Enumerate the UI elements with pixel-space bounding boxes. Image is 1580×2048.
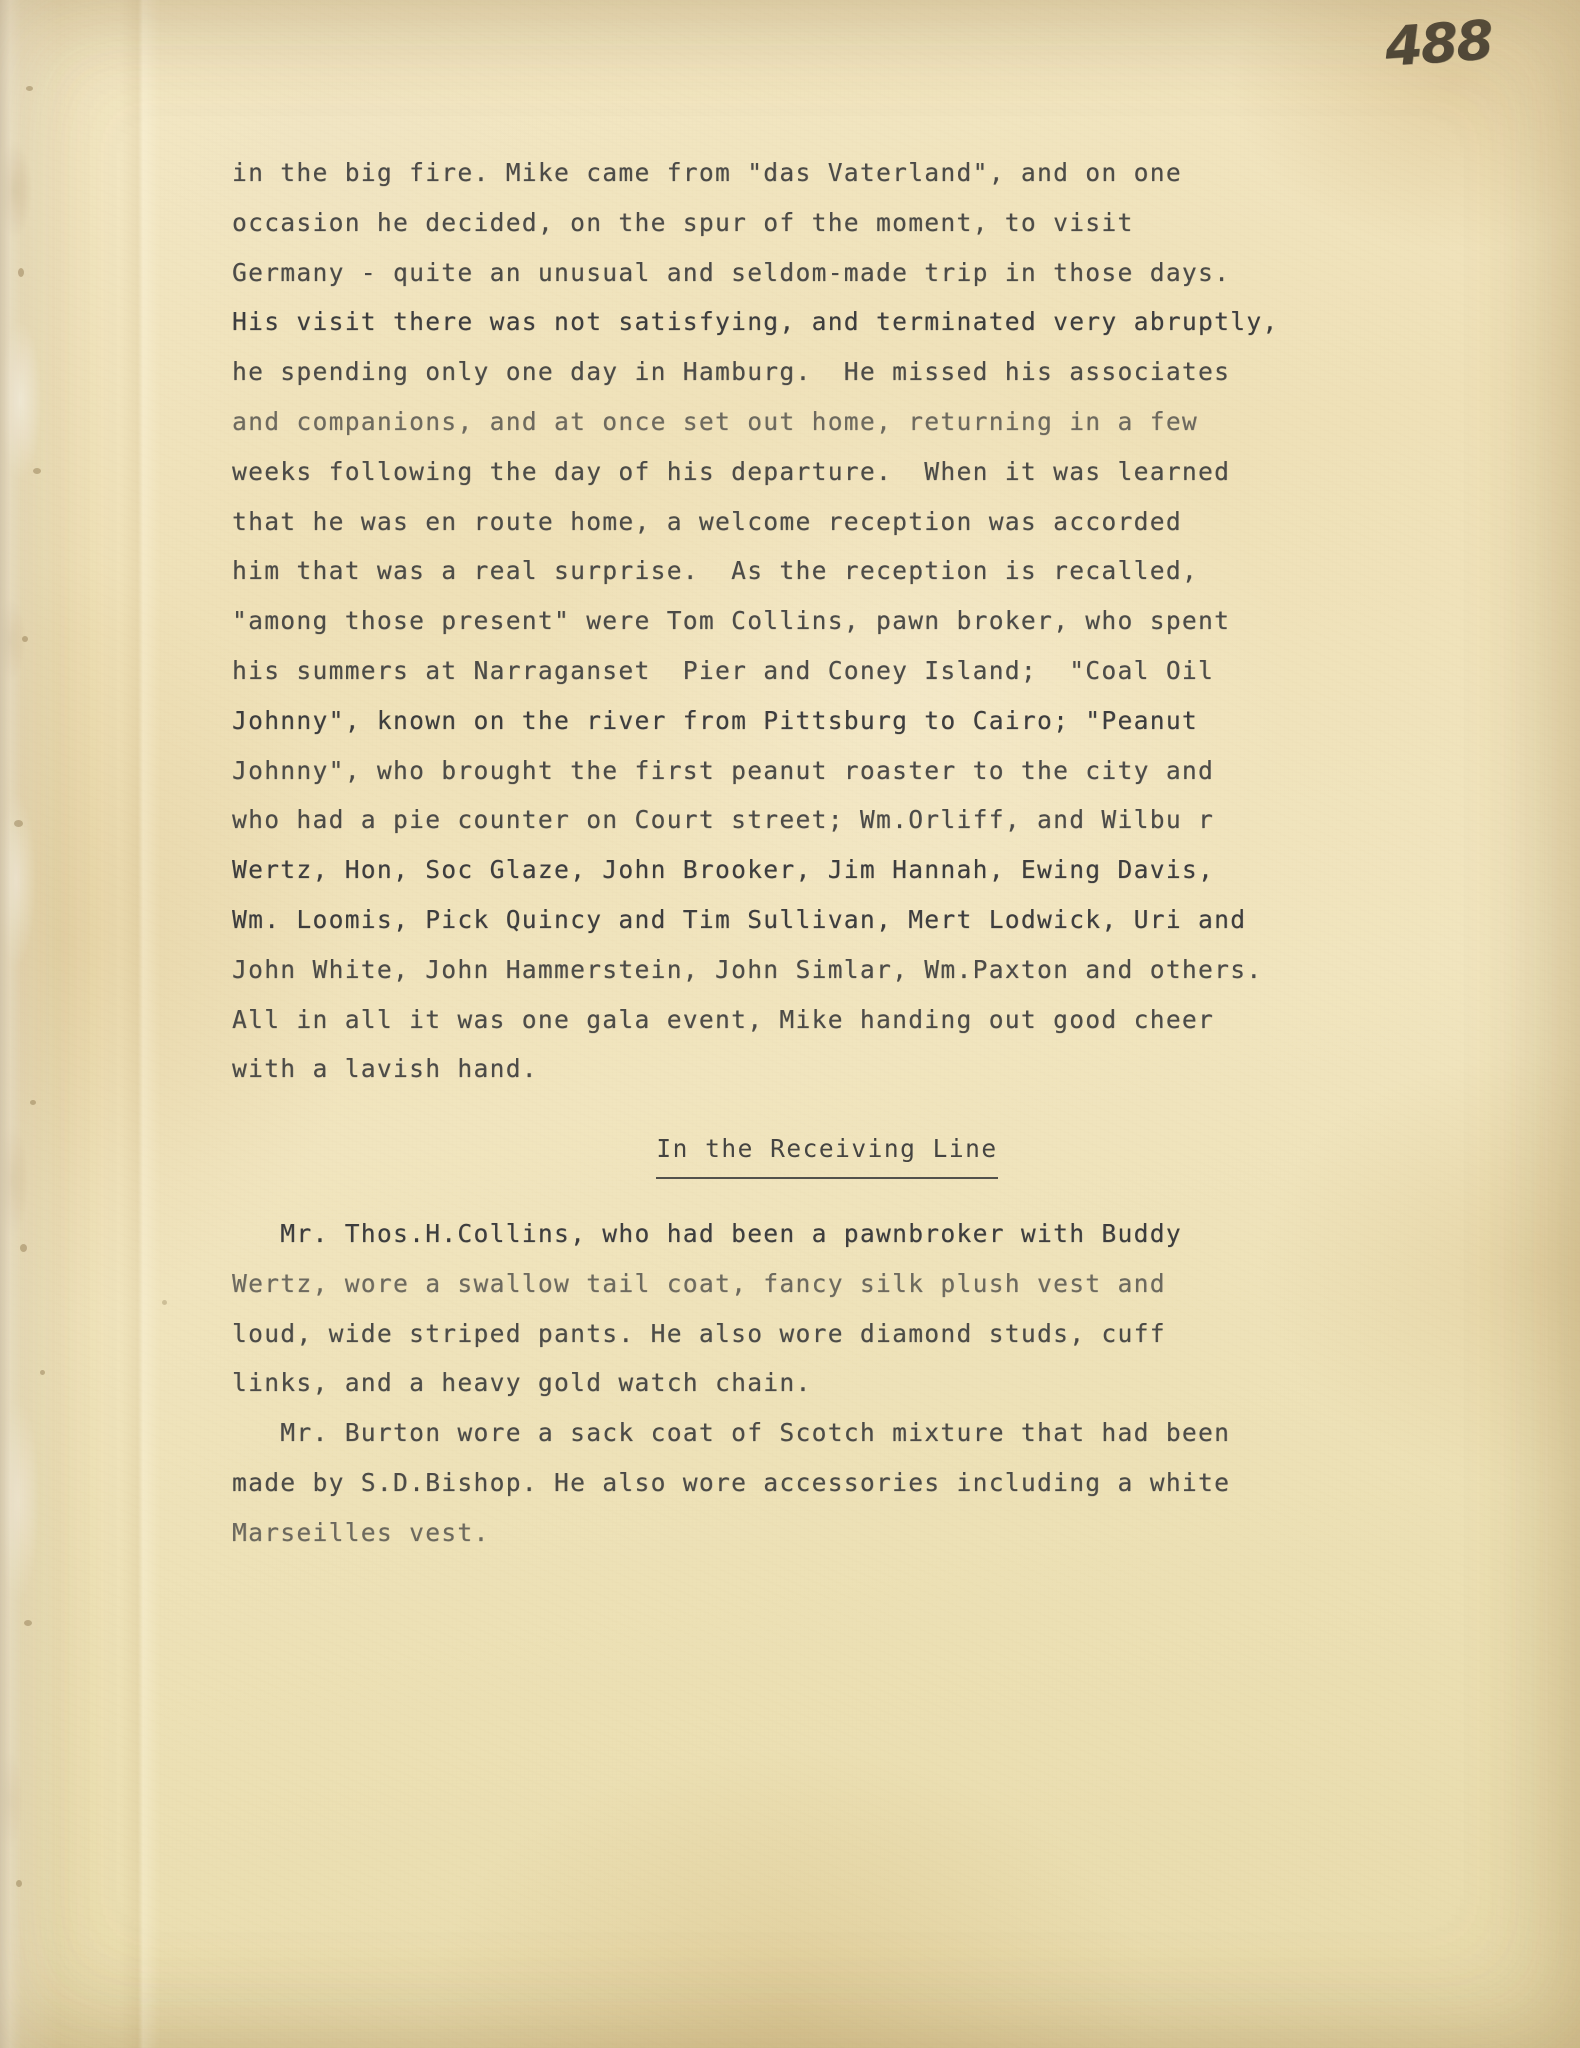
body-line: Johnny", known on the river from Pittsburg to Cairo; "Peanut xyxy=(232,705,1199,735)
body-line: who had a pie counter on Court street; Wm.Orliff, and Wilbu r xyxy=(232,805,1215,835)
body-line: Mr. Burton wore a sack coat of Scotch mixture that had been xyxy=(232,1418,1231,1448)
body-line: All in all it was one gala event, Mike handing out good cheer xyxy=(232,1004,1215,1034)
body-line: and companions, and at once set out home, returning in a few xyxy=(232,406,1199,436)
section-heading: In the Receiving Line xyxy=(656,1124,997,1179)
body-line: Wertz, wore a swallow tail coat, fancy silk plush vest and xyxy=(232,1268,1166,1298)
typed-body-text xyxy=(232,148,1422,1558)
edge-speck xyxy=(18,268,24,277)
body-line: him that was a real surprise. As the reception is recalled, xyxy=(232,556,1199,586)
body-line: Johnny", who brought the first peanut roaster to the city and xyxy=(232,755,1215,785)
edge-speck xyxy=(16,1880,22,1887)
body-line: "among those present" were Tom Collins, pawn broker, who spent xyxy=(232,606,1231,636)
body-line: Mr. Thos.H.Collins, who had been a pawnbroker with Buddy xyxy=(232,1218,1182,1248)
page-speck xyxy=(162,1300,167,1305)
edge-speck xyxy=(30,1100,36,1105)
body-line: his summers at Narraganset Pier and Coney Island; "Coal Oil xyxy=(232,655,1215,685)
body-line: occasion he decided, on the spur of the moment, to visit xyxy=(232,207,1134,237)
body-line: links, and a heavy gold watch chain. xyxy=(232,1368,812,1398)
edge-speck xyxy=(33,468,41,474)
body-line: he spending only one day in Hamburg. He missed his associates xyxy=(232,357,1231,387)
edge-speck xyxy=(22,636,28,642)
paper-crease xyxy=(120,0,160,2048)
body-line: His visit there was not satisfying, and terminated very abruptly, xyxy=(232,307,1279,337)
body-line: loud, wide striped pants. He also wore diamond studs, cuff xyxy=(232,1318,1166,1348)
body-line: Wertz, Hon, Soc Glaze, John Brooker, Jim Hannah, Ewing Davis, xyxy=(232,855,1215,885)
edge-speck xyxy=(24,1620,32,1626)
edge-speck xyxy=(20,1244,27,1252)
body-line: in the big fire. Mike came from "das Vaterland", and on one xyxy=(232,158,1182,187)
edge-speck xyxy=(26,86,33,91)
vertical-spacer xyxy=(232,1094,1422,1124)
body-line: with a lavish hand. xyxy=(232,1054,538,1084)
body-line: weeks following the day of his departure. When it was learned xyxy=(232,456,1231,486)
edge-speck xyxy=(40,1370,45,1375)
torn-left-edge xyxy=(0,0,86,2048)
vertical-spacer xyxy=(232,1179,1422,1209)
section-heading-row xyxy=(232,1124,1422,1179)
handwritten-page-number: 488 xyxy=(1383,8,1495,79)
body-line: that he was en route home, a welcome reception was accorded xyxy=(232,506,1182,536)
edge-speck xyxy=(14,820,23,827)
body-line: Marseilles vest. xyxy=(232,1517,490,1547)
body-line: made by S.D.Bishop. He also wore accessories including a white xyxy=(232,1467,1231,1497)
body-line: John White, John Hammerstein, John Simlar, Wm.Paxton and others. xyxy=(232,954,1263,984)
body-line: Germany - quite an unusual and seldom-made trip in those days. xyxy=(232,257,1231,287)
body-line: Wm. Loomis, Pick Quincy and Tim Sullivan, Mert Lodwick, Uri and xyxy=(232,904,1247,934)
